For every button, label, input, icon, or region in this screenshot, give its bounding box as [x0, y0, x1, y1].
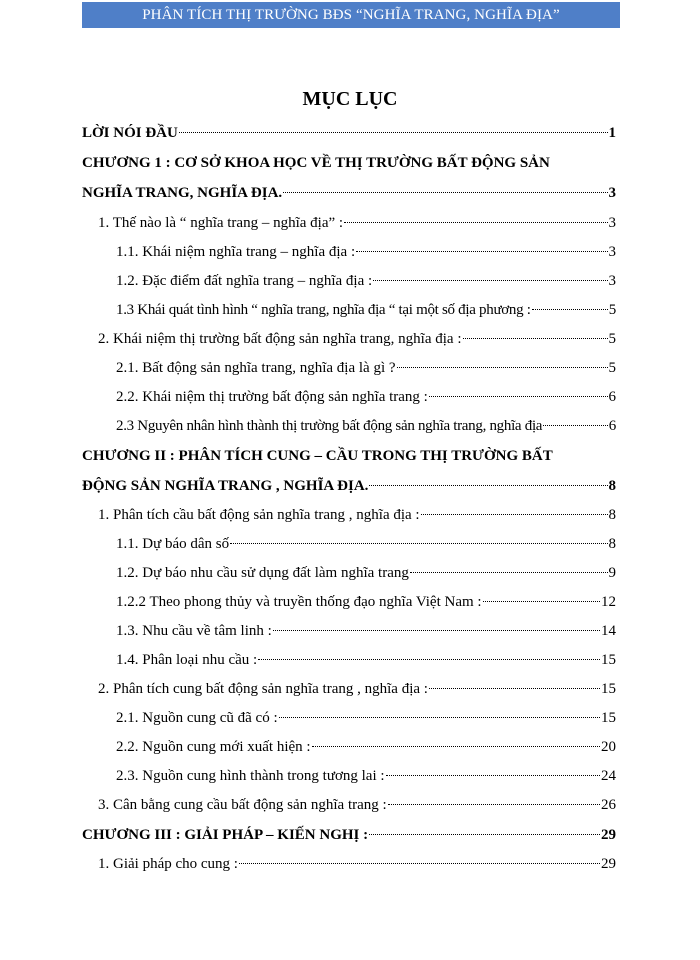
toc-page-number: 6 — [608, 389, 616, 405]
toc-entry-chapter-2-line-1[interactable] — [82, 446, 553, 466]
dot-leader — [344, 222, 607, 223]
toc-page-number: 6 — [608, 418, 616, 434]
dot-leader — [397, 367, 608, 368]
dot-leader — [239, 863, 600, 864]
toc-entry-ii-2-2[interactable] — [116, 737, 616, 757]
dot-leader — [532, 309, 608, 310]
toc-entry-ii-1[interactable] — [98, 505, 616, 525]
toc-entry-text: 2. Phân tích cung bất động sản nghĩa trang , nghĩa địa : — [98, 681, 428, 697]
toc-entry-text: 2.2. Khái niệm thị trường bất động sản nghĩa trang : — [116, 389, 428, 405]
toc-entry-ii-1-3[interactable] — [116, 621, 616, 641]
toc-page-number: 24 — [601, 768, 616, 784]
dot-leader — [312, 746, 600, 747]
toc-entry-ii-2[interactable] — [98, 679, 616, 699]
toc-entry-text: 2.1. Bất động sản nghĩa trang, nghĩa địa là gì ? — [116, 360, 396, 376]
toc-entry-ii-1-1[interactable] — [116, 534, 616, 554]
toc-entry-text: 1.2.2 Theo phong thủy và truyền thống đạo nghĩa Việt Nam : — [116, 594, 482, 610]
toc-entry-ii-2-1[interactable] — [116, 708, 616, 728]
toc-entry-ii-3[interactable] — [98, 795, 616, 815]
toc-page-number: 26 — [601, 797, 616, 813]
toc-entry-ii-1-2[interactable] — [116, 563, 616, 583]
toc-entry-text: 1.3 Khái quát tình hình “ nghĩa trang, nghĩa địa “ tại một số địa phương : — [116, 302, 531, 318]
toc-entry-text: 2.3. Nguồn cung hình thành trong tương lai : — [116, 768, 385, 784]
dot-leader — [429, 688, 600, 689]
toc-entry-text: ĐỘNG SẢN NGHĨA TRANG , NGHĨA ĐỊA. — [82, 478, 369, 494]
dot-leader — [373, 280, 607, 281]
toc-entry-iii-1[interactable] — [98, 854, 616, 874]
toc-entry-1-2[interactable] — [116, 271, 616, 291]
toc-entry-text: LỜI NÓI ĐẦU — [82, 125, 178, 141]
dot-leader — [356, 251, 607, 252]
toc-entry-text: 2.3 Nguyên nhân hình thành thị trường bất động sản nghĩa trang, nghĩa địa — [116, 418, 543, 434]
dot-leader — [273, 630, 600, 631]
toc-entry-2[interactable] — [98, 329, 616, 349]
toc-entry-text: 1.1. Khái niệm nghĩa trang – nghĩa địa : — [116, 244, 356, 260]
toc-entry-text: NGHĨA TRANG, NGHĨA ĐỊA. — [82, 185, 283, 201]
toc-entry-1[interactable] — [98, 213, 616, 233]
toc-entry-ii-1-4[interactable] — [116, 650, 616, 670]
toc-entry-text: 1. Thế nào là “ nghĩa trang – nghĩa địa” : — [98, 215, 344, 231]
toc-entry-text: CHƯƠNG II : PHÂN TÍCH CUNG – CẦU TRONG THỊ TRƯỜNG BẤT — [82, 448, 553, 464]
toc-entry-text: 2. Khái niệm thị trường bất động sản nghĩa trang, nghĩa địa : — [98, 331, 462, 347]
toc-page-number: 15 — [601, 652, 616, 668]
dot-leader — [429, 396, 608, 397]
toc-title: MỤC LỤC — [302, 88, 398, 110]
toc-entry-preface[interactable] — [82, 123, 616, 143]
dot-leader — [386, 775, 600, 776]
toc-page-number: 14 — [601, 623, 616, 639]
toc-page-number: 8 — [608, 536, 616, 552]
dot-leader — [388, 804, 600, 805]
toc-page-number: 3 — [608, 244, 616, 260]
toc-page-number: 29 — [601, 856, 616, 872]
toc-page-number: 15 — [601, 681, 616, 697]
toc-page-number: 3 — [608, 215, 616, 231]
document-header — [82, 2, 620, 28]
toc-entry-text: 1.3. Nhu cầu về tâm linh : — [116, 623, 272, 639]
toc-entry-chapter-2[interactable] — [82, 476, 616, 496]
dot-leader — [483, 601, 600, 602]
toc-page-number: 5 — [608, 360, 616, 376]
dot-leader — [463, 338, 608, 339]
toc-page-number: 3 — [608, 185, 616, 201]
toc-entry-text: CHƯƠNG 1 : CƠ SỞ KHOA HỌC VỀ THỊ TRƯỜNG BẤT ĐỘNG SẢN — [82, 155, 550, 171]
toc-entry-1-1[interactable] — [116, 242, 616, 262]
toc-entry-chapter-3[interactable] — [82, 825, 616, 845]
dot-leader — [421, 514, 608, 515]
dot-leader — [369, 485, 607, 486]
document-header-title: PHÂN TÍCH THỊ TRƯỜNG BĐS “NGHĨA TRANG, NGHĨA ĐỊA” — [142, 7, 560, 23]
toc-page-number: 15 — [601, 710, 616, 726]
dot-leader — [179, 132, 608, 133]
toc-page-number: 8 — [608, 507, 616, 523]
toc-page-number: 5 — [608, 331, 616, 347]
toc-entry-text: 1. Phân tích cầu bất động sản nghĩa trang , nghĩa địa : — [98, 507, 420, 523]
toc-entry-chapter-1-line-1[interactable] — [82, 153, 550, 173]
toc-page-number: 20 — [601, 739, 616, 755]
dot-leader — [279, 717, 600, 718]
toc-entry-text: 1.1. Dự báo dân số — [116, 536, 230, 552]
toc-entry-text: 1.4. Phân loại nhu cầu : — [116, 652, 258, 668]
toc-entry-text: 2.1. Nguồn cung cũ đã có : — [116, 710, 278, 726]
toc-entry-chapter-1[interactable] — [82, 183, 616, 203]
toc-entry-2-3[interactable] — [116, 416, 616, 436]
dot-leader — [283, 192, 607, 193]
toc-page-number: 1 — [608, 125, 616, 141]
toc-entry-text: CHƯƠNG III : GIẢI PHÁP – KIẾN NGHỊ : — [82, 827, 369, 843]
toc-entry-ii-2-3[interactable] — [116, 766, 616, 786]
toc-page-number: 29 — [601, 827, 616, 843]
toc-entry-2-1[interactable] — [116, 358, 616, 378]
toc-entry-text: 2.2. Nguồn cung mới xuất hiện : — [116, 739, 311, 755]
toc-entry-text: 1.2. Dự báo nhu cầu sử dụng đất làm nghĩa trang — [116, 565, 409, 581]
toc-entry-1-3[interactable] — [116, 300, 616, 320]
dot-leader — [369, 834, 600, 835]
toc-entry-text: 1. Giải pháp cho cung : — [98, 856, 238, 872]
toc-entry-text: 3. Cân bằng cung cầu bất động sản nghĩa trang : — [98, 797, 387, 813]
toc-entry-2-2[interactable] — [116, 387, 616, 407]
toc-page-number: 3 — [608, 273, 616, 289]
toc-page-number: 8 — [608, 478, 616, 494]
toc-entry-ii-1-2-2[interactable] — [116, 592, 616, 612]
dot-leader — [410, 572, 608, 573]
toc-page-number: 9 — [608, 565, 616, 581]
toc-page-number: 5 — [608, 302, 616, 318]
toc-entry-text: 1.2. Đặc điểm đất nghĩa trang – nghĩa địa : — [116, 273, 373, 289]
toc-page-number: 12 — [601, 594, 616, 610]
dot-leader — [230, 543, 607, 544]
dot-leader — [543, 425, 608, 426]
dot-leader — [258, 659, 600, 660]
